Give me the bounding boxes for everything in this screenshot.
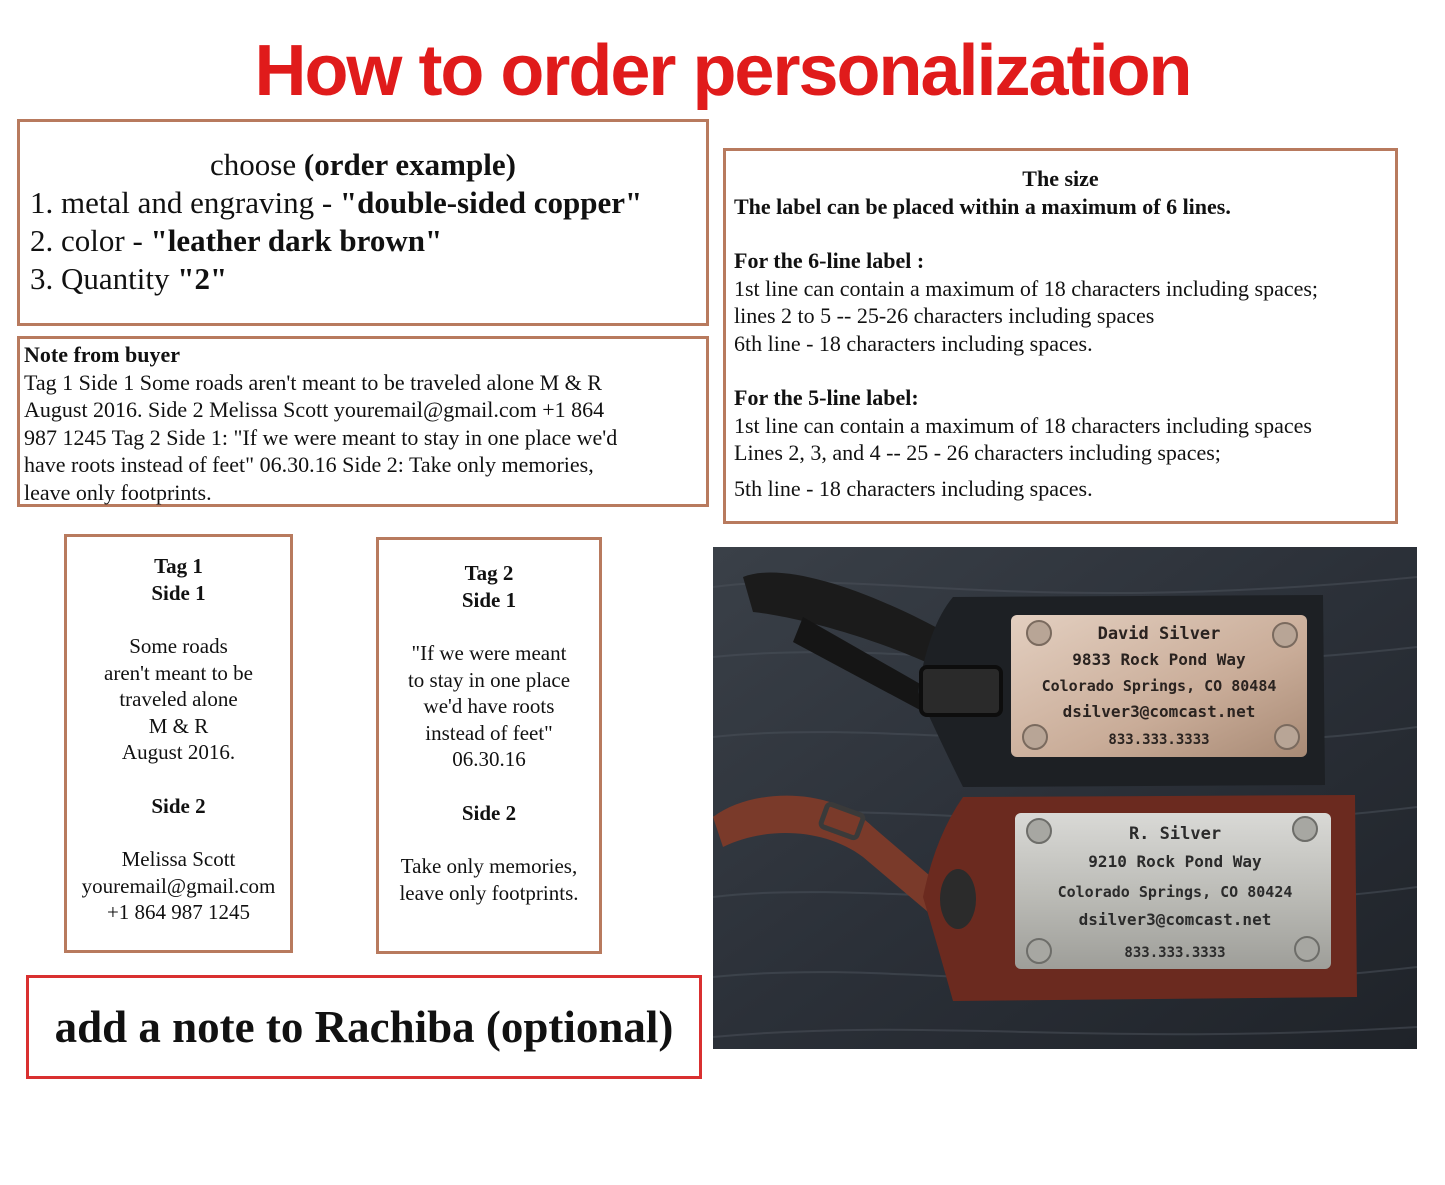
tag2-side1-line: 06.30.16 — [452, 747, 526, 771]
tag2-side1-line: we'd have roots — [423, 694, 555, 718]
six-line-rule: 1st line can contain a maximum of 18 characters including spaces; — [734, 275, 1319, 301]
size-info-box — [723, 148, 1398, 524]
order-line-metal-value: "double-sided copper" — [339, 185, 643, 220]
tag2-side1-heading: Side 1 — [461, 587, 517, 612]
order-line-quantity-label: 3. Quantity — [30, 261, 178, 296]
order-line-metal-label: 1. metal and engraving - — [30, 185, 340, 220]
order-example-label: (order example) — [303, 147, 516, 182]
luggage-tags-photo — [713, 547, 1417, 1049]
choose-word: choose — [210, 147, 297, 182]
tag2-side1-line: "If we were meant — [411, 641, 567, 665]
tag2-side1-line: instead of feet" — [425, 720, 553, 745]
top-tag-line: David Silver — [1097, 624, 1221, 644]
five-line-rule: Lines 2, 3, and 4 -- 25 - 26 characters including spaces; — [734, 440, 1221, 465]
tag2-side2-line: leave only footprints. — [399, 880, 579, 905]
order-example-heading — [30, 146, 696, 184]
buyer-note-line: leave only footprints. — [24, 479, 212, 505]
page-title: How to order personalization — [254, 31, 1191, 111]
order-line-color — [30, 222, 696, 260]
six-line-rule: 6th line - 18 characters including spaces. — [734, 330, 1093, 356]
buyer-note-box — [17, 336, 709, 507]
five-line-heading: For the 5-line label: — [734, 385, 919, 410]
tag1-side1-line: August 2016. — [121, 740, 236, 764]
bottom-tag-line: Colorado Springs, CO 80424 — [1057, 883, 1293, 901]
order-line-color-label: 2. color - — [30, 223, 151, 258]
bottom-tag-line: dsilver3@comcast.net — [1078, 910, 1272, 929]
bottom-tag-line: R. Silver — [1128, 824, 1222, 844]
tag2-side1-line: to stay in one place — [407, 667, 571, 692]
buyer-note-line: 987 1245 Tag 2 Side 1: "If we were meant to stay in one place we'd — [24, 424, 618, 450]
tag1-side1-heading: Side 1 — [151, 580, 206, 605]
tag1-side1-line: M & R — [148, 713, 209, 738]
tag1-side2-line: Melissa Scott — [121, 847, 236, 871]
top-tag-line: dsilver3@comcast.net — [1062, 702, 1256, 721]
order-line-color-value: "leather dark brown" — [150, 223, 443, 258]
tag1-title: Tag 1 — [154, 554, 203, 578]
size-heading: The size — [1022, 166, 1099, 191]
order-line-metal — [30, 184, 696, 222]
top-tag-line: 9833 Rock Pond Way — [1072, 650, 1246, 669]
order-line-quantity-value: "2" — [177, 261, 228, 296]
order-example-box — [17, 119, 709, 326]
tag1-side2-line: youremail@gmail.com — [81, 873, 276, 898]
tag2-title: Tag 2 — [464, 561, 514, 585]
tag1-example — [64, 534, 293, 953]
add-note-to-seller[interactable]: add a note to Rachiba (optional) — [26, 975, 702, 1079]
size-max-lines: The label can be placed within a maximum of 6 lines. — [734, 193, 1231, 219]
bottom-tag-line: 833.333.3333 — [1124, 945, 1226, 961]
top-tag-line: Colorado Springs, CO 80484 — [1041, 677, 1277, 695]
six-line-heading: For the 6-line label : — [734, 248, 925, 273]
photo-illustration — [713, 547, 1417, 1049]
bottom-tag-line: 9210 Rock Pond Way — [1088, 852, 1262, 871]
tag1-side1-line: aren't meant to be — [104, 660, 253, 685]
five-line-rule: 5th line - 18 characters including spaces. — [734, 475, 1093, 501]
tag2-example — [376, 537, 602, 954]
tag2-side2-line: Take only memories, — [400, 854, 578, 878]
buyer-note-line: August 2016. Side 2 Melissa Scott youremail@gmail.com +1 864 — [24, 397, 605, 422]
tag1-side1-line: Some roads — [129, 634, 228, 658]
order-line-quantity — [30, 260, 696, 298]
six-line-rule: lines 2 to 5 -- 25-26 characters including spaces — [734, 303, 1155, 328]
top-tag-line: 833.333.3333 — [1108, 732, 1210, 748]
tag1-side2-heading: Side 2 — [151, 793, 206, 818]
buyer-note-line: have roots instead of feet" 06.30.16 Side 2: Take only memories, — [24, 452, 594, 477]
five-line-rule: 1st line can contain a maximum of 18 characters including spaces — [734, 412, 1312, 438]
tag2-side2-heading: Side 2 — [461, 800, 517, 825]
buyer-note-line: Tag 1 Side 1 Some roads aren't meant to be traveled alone M & R — [24, 369, 602, 395]
tag1-side1-line: traveled alone — [119, 687, 238, 711]
tag1-side2-line: +1 864 987 1245 — [106, 900, 251, 924]
buyer-note-label: Note from buyer — [24, 342, 180, 367]
